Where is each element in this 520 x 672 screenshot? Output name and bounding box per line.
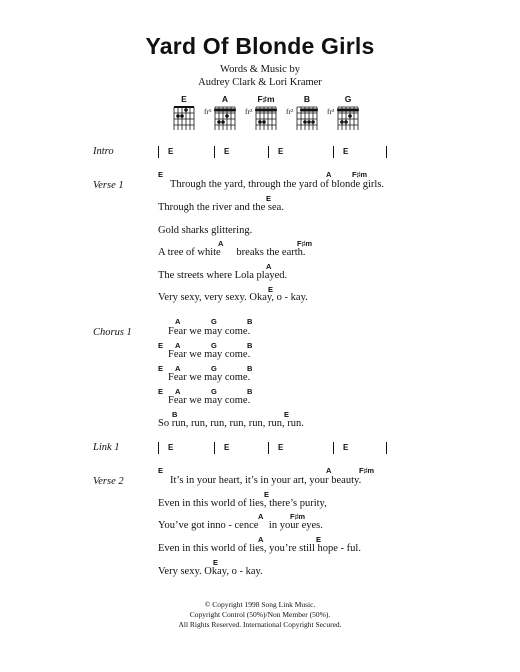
chord-diagram-a (204, 94, 244, 132)
section-label-verse-2: Verse 2 (93, 476, 124, 487)
chord-label: A (218, 239, 224, 248)
chord-label: A (175, 317, 181, 326)
bar-line (268, 146, 269, 158)
chord-label: E (158, 170, 164, 179)
chord-label: A (258, 535, 264, 544)
section-label-intro: Intro (93, 146, 114, 157)
chord-diagram-fsharp-minor (245, 94, 285, 132)
chord-label: E (158, 364, 164, 373)
lyric-line: Fear we may come. (168, 349, 251, 360)
chord-label: B (247, 317, 253, 326)
chord-label: E (158, 341, 164, 350)
chord-diagram-name: E (181, 94, 187, 104)
lyric-line: Even in this world of lies, there’s purity, (158, 498, 327, 509)
chord-label: G (211, 317, 217, 326)
copyright-line: © Copyright 1998 Song Link Music. (204, 600, 316, 609)
lyric-line: The streets where Lola played. (158, 270, 288, 281)
chord-label: E (266, 194, 272, 203)
fretboard-grid-icon (173, 104, 195, 131)
chord-label: G (211, 341, 217, 350)
fretboard-grid-icon (337, 104, 359, 131)
chord-diagram-name: F♯m (257, 94, 275, 104)
chord-diagram-fret: fr³ (327, 107, 335, 116)
bar-line (158, 442, 159, 454)
chord-diagram-fret: fr² (245, 107, 253, 116)
chord-label: A (175, 341, 181, 350)
lyric-line: Very sexy, very sexy. Okay, o - kay. (158, 292, 308, 303)
lyric-line: A tree of white breaks the earth. (158, 247, 306, 258)
bar-line (214, 442, 215, 454)
chord-label: E (158, 387, 164, 396)
chord-label: E (264, 490, 270, 499)
chord-label: B (247, 387, 253, 396)
lyric-line: Very sexy. Okay, o - kay. (158, 566, 263, 577)
lyric-line: Gold sharks glittering. (158, 225, 253, 236)
lyric-line: It’s in your heart, it’s in your art, your beauty. (170, 475, 362, 486)
chord-diagram-name: A (221, 94, 229, 104)
bar-line (158, 146, 159, 158)
copyright-line: All Rights Reserved. International Copyright Secured. (178, 620, 342, 629)
bar-chord: E (278, 147, 284, 156)
bar-line (268, 442, 269, 454)
bar-chord: E (343, 443, 349, 452)
chord-label: E (158, 466, 164, 475)
bar-chord: E (343, 147, 349, 156)
chord-diagram-g (327, 94, 367, 132)
section-label-link-1: Link 1 (93, 442, 120, 453)
bar-line (333, 146, 334, 158)
bar-chord: E (168, 147, 174, 156)
chord-label: F♯m (352, 170, 367, 179)
bar-chord: E (168, 443, 174, 452)
credits-line-1: Words & Music by (220, 64, 300, 75)
fretboard-grid-icon (296, 104, 318, 131)
bar-chord: E (224, 147, 230, 156)
chord-label: E (316, 535, 322, 544)
chord-label: E (268, 285, 274, 294)
lyric-line: Even in this world of lies, you’re still hope - ful. (158, 543, 361, 554)
lyric-line: You’ve got inno - cence in your eyes. (158, 520, 323, 531)
chord-diagram-name: G (344, 94, 352, 104)
chord-label: A (326, 466, 332, 475)
lyric-line: Through the river and the sea. (158, 202, 284, 213)
chord-label: A (326, 170, 332, 179)
bar-chord: E (224, 443, 230, 452)
chord-label: E (213, 558, 219, 567)
lyric-line: Through the yard, through the yard of blonde girls. (170, 179, 385, 190)
bar-line (333, 442, 334, 454)
bar-chord: E (278, 443, 284, 452)
copyright-line: Copyright Control (50%)/Non Member (50%). (189, 610, 331, 619)
lyric-line: So run, run, run, run, run, run, run. (158, 418, 304, 429)
chord-label: A (258, 512, 264, 521)
chord-label: F♯m (297, 239, 312, 248)
chord-label: F♯m (359, 466, 374, 475)
song-title: Yard Of Blonde Girls (145, 33, 375, 59)
chord-diagram-e (163, 94, 203, 132)
chord-diagram-fret: fr⁵ (204, 107, 212, 116)
chord-label: B (247, 364, 253, 373)
chord-label: B (247, 341, 253, 350)
bar-line (386, 146, 387, 158)
chord-diagram-b (286, 94, 326, 132)
chord-label: A (175, 364, 181, 373)
chord-label: B (172, 410, 178, 419)
chord-diagram-fret: fr² (286, 107, 294, 116)
bar-line (386, 442, 387, 454)
chord-label: F♯m (290, 512, 305, 521)
chord-label: A (175, 387, 181, 396)
lyric-line: Fear we may come. (168, 372, 251, 383)
section-label-chorus-1: Chorus 1 (93, 327, 132, 338)
lyric-line: Fear we may come. (168, 395, 251, 406)
credits-line-2: Audrey Clark & Lori Kramer (198, 77, 322, 88)
chord-label: E (284, 410, 290, 419)
chord-label: G (211, 364, 217, 373)
section-label-verse-1: Verse 1 (93, 180, 124, 191)
chord-label: A (266, 262, 272, 271)
fretboard-grid-icon (214, 104, 236, 131)
fretboard-grid-icon (255, 104, 277, 131)
chord-diagram-name: B (303, 94, 311, 104)
chord-label: G (211, 387, 217, 396)
bar-line (214, 146, 215, 158)
lyric-line: Fear we may come. (168, 326, 251, 337)
